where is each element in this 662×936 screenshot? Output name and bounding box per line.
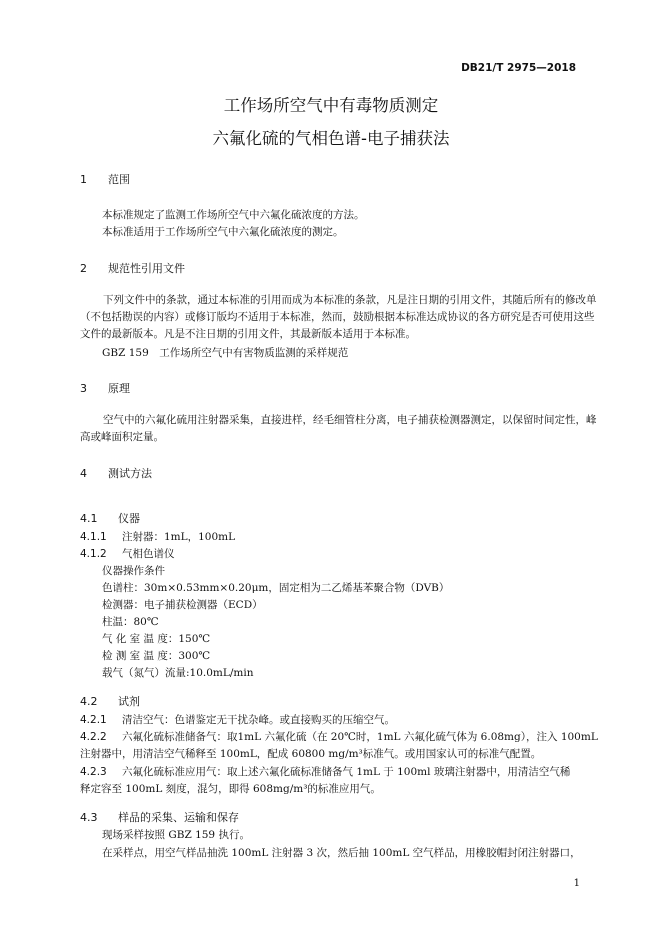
section-title: 原理 <box>108 382 130 395</box>
section-4-heading <box>80 465 152 481</box>
clause-4-1-1 <box>80 529 235 544</box>
clause-4-2-3 <box>80 764 570 779</box>
paragraph: 空气中的六氟化硫用注射器采集，直接进样，经毛细管柱分离，电子捕获检测器测定，以保留时间定性，峰高或峰面积定量。 <box>80 414 597 443</box>
clause-number: 4.2.3 <box>80 766 107 778</box>
subsection-4-1-heading <box>80 510 140 526</box>
section-2-heading <box>80 260 185 276</box>
normative-reference: GBZ 159 工作场所空气中有害物质监测的采样规范 <box>102 347 349 359</box>
clause-4-2-2 <box>80 729 598 744</box>
subsection-4-2-heading <box>80 693 140 709</box>
clause-text: 六氟化硫标准储备气：取1mL 六氟化硫（在 20℃时，1mL 六氟化硫气体为 6.08mg），注入 100mL <box>122 731 598 743</box>
title-line-1: 工作场所空气中有毒物质测定 <box>223 96 439 115</box>
clause-4-1-2 <box>80 546 175 561</box>
section-number: 4 <box>80 467 87 480</box>
section-title: 范围 <box>108 173 130 186</box>
paragraph: 在采样点，用空气样品抽洗 100mL 注射器 3 次，然后抽 100mL 空气样品，用橡胶帽封闭注射器口， <box>102 847 581 859</box>
section-title: 规范性引用文件 <box>108 262 185 275</box>
condition-line: 色谱柱：30m×0.53mm×0.20μm，固定相为二乙烯基苯聚合物（DVB） <box>102 582 450 594</box>
clause-text: 注射器：1mL，100mL <box>122 531 236 543</box>
section-number: 1 <box>80 173 87 186</box>
paragraph: 下列文件中的条款，通过本标准的引用而成为本标准的条款，凡是注日期的引用文件，其随后所有的修改单（不包括勘误的内容）或修订版均不适用于本标准，然而，鼓励根据本标准达成协议的各方研究是否可使用这些文件的最新版本。凡是不注日期的引用文件，其最新版本适用于本标准。 <box>80 294 597 340</box>
clause-text: 六氟化硫标准应用气：取上述六氟化硫标准储备气 1mL 于 100ml 玻璃注射器中，用清洁空气稀 <box>122 766 571 778</box>
clause-continuation: 注射器中，用清洁空气稀释至 100mL，配成 60800 mg/m³标准气。或用国家认可的标准气配置。 <box>80 748 542 760</box>
section-title: 测试方法 <box>108 467 152 480</box>
section-1-heading <box>80 171 130 187</box>
title-line-2: 六氟化硫的气相色谱-电子捕获法 <box>212 129 450 148</box>
paragraph: 本标准规定了监测工作场所空气中六氟化硫浓度的方法。 <box>102 209 365 221</box>
standard-number: DB21/T 2975—2018 <box>461 62 576 74</box>
section-number: 2 <box>80 262 87 275</box>
subsection-title: 试剂 <box>118 695 140 708</box>
subsection-number: 4.3 <box>80 811 98 824</box>
condition-line: 柱温：80℃ <box>102 616 159 628</box>
subsection-number: 4.2 <box>80 695 98 708</box>
clause-number: 4.1.2 <box>80 548 107 560</box>
condition-line: 仪器操作条件 <box>102 565 165 577</box>
clause-text: 清洁空气：色谱鉴定无干扰杂峰。或直接购买的压缩空气。 <box>122 714 395 726</box>
clause-text: 气相色谱仪 <box>122 548 175 560</box>
clause-number: 4.1.1 <box>80 531 107 543</box>
clause-continuation: 释定容至 100mL 刻度，混匀，即得 608mg/m³的标准应用气。 <box>80 783 381 795</box>
condition-line: 气 化 室 温 度：150℃ <box>102 633 211 645</box>
clause-4-2-1 <box>80 712 395 727</box>
subsection-title: 仪器 <box>118 512 140 525</box>
page-number: 1 <box>573 878 580 889</box>
section-number: 3 <box>80 382 87 395</box>
subsection-title: 样品的采集、运输和保存 <box>118 811 239 824</box>
paragraph: 本标准适用于工作场所空气中六氟化硫浓度的测定。 <box>102 226 344 238</box>
condition-line: 检测器：电子捕获检测器（ECD） <box>102 599 263 611</box>
clause-number: 4.2.2 <box>80 731 107 743</box>
section-3-heading <box>80 380 130 396</box>
condition-line: 载气（氮气）流量:10.0mL/min <box>102 667 254 679</box>
subsection-number: 4.1 <box>80 512 98 525</box>
condition-line: 检 测 室 温 度：300℃ <box>102 650 211 662</box>
paragraph: 现场采样按照 GBZ 159 执行。 <box>102 829 250 841</box>
subsection-4-3-heading <box>80 809 239 825</box>
clause-number: 4.2.1 <box>80 714 107 726</box>
